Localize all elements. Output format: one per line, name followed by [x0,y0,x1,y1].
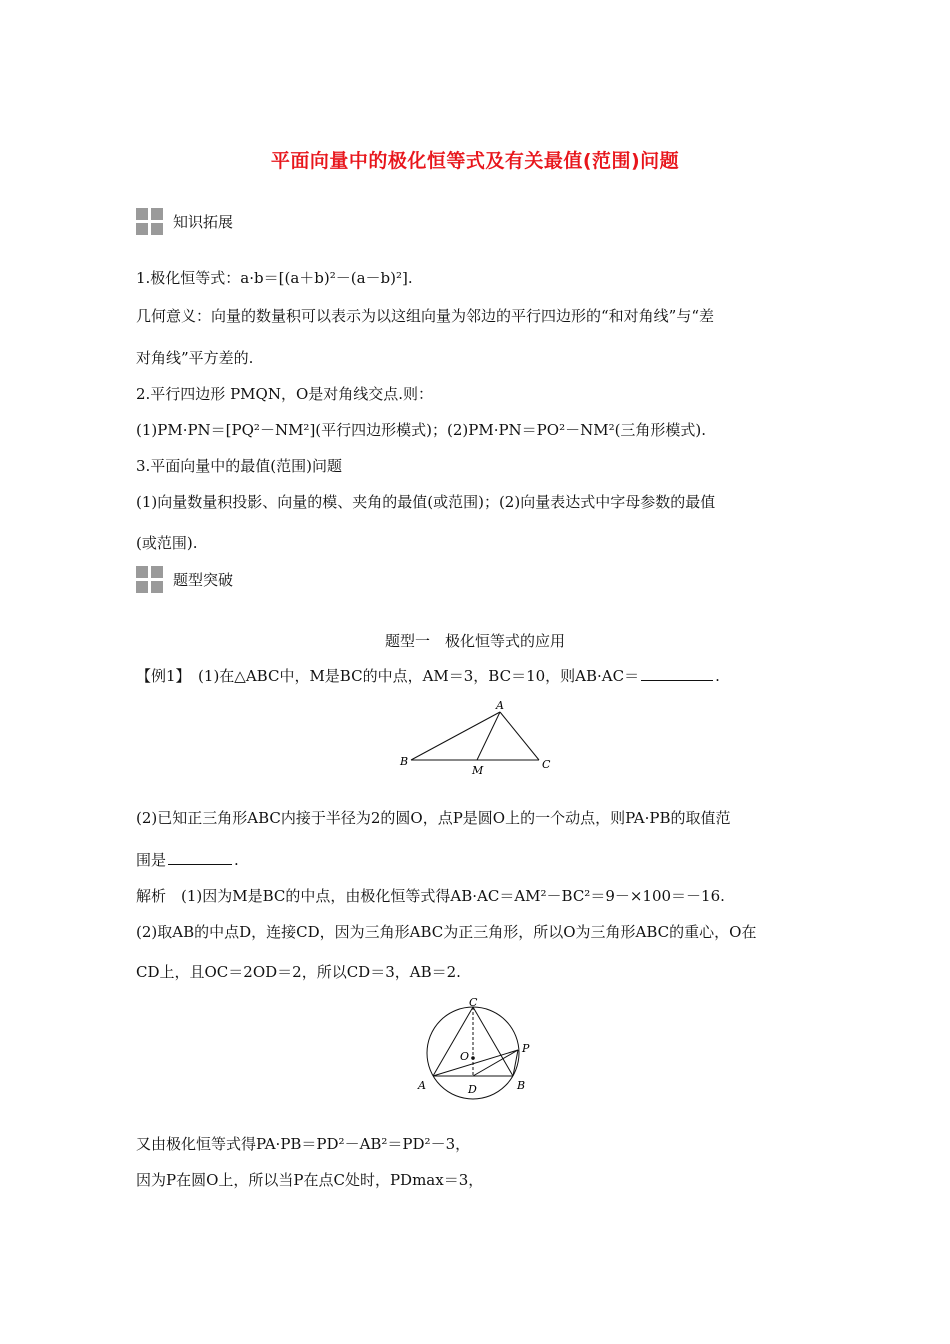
section-label: 知识拓展 [173,213,234,231]
label-B: B [400,755,409,768]
text-line: 1.极化恒等式：a·b＝[(a＋b)²－(a－b)²]. [136,269,413,287]
label-C: C [542,758,551,771]
subheading-type1: 题型一 极化恒等式的应用 [384,632,565,650]
label-B: B [517,1079,526,1092]
text-line: 又由极化恒等式得PA·PB＝PD²－AB²＝PD²－3， [136,1135,471,1153]
text-line: 3.平面向量中的最值(范围)问题 [136,457,343,475]
label-A: A [418,1079,426,1092]
text-line: 对角线”平方差的. [136,349,254,367]
example-1-end: . [715,667,720,685]
label-M: M [472,764,484,777]
example-2-line [136,850,826,870]
text-line: (1)PM·PN＝[PQ²－NM²](平行四边形模式)；(2)PM·PN＝PO²－NM²(三角形模式). [136,421,707,439]
label-D: D [468,1083,477,1096]
text-line: CD上，且OC＝2OD＝2，所以CD＝3，AB＝2. [136,963,461,981]
example-1-line [136,666,826,686]
text-line: (2)取AB的中点D，连接CD，因为三角形ABC为正三角形，所以O为三角形ABC的重心，O在 [136,923,757,941]
example-2-text: 围是 [136,851,167,869]
answer-blank [168,850,232,865]
text-line: 几何意义：向量的数量积可以表示为以这组向量为邻边的平行四边形的“和对角线”与“差 [136,307,715,325]
text-line: 2.平行四边形 PMQN，O是对角线交点.则： [136,385,434,403]
example-2-end: . [234,851,239,869]
label-A: A [496,699,504,712]
text-line: 因为P在圆O上，所以当P在点C处时，PDmax＝3， [136,1171,484,1189]
text-line: (2)已知正三角形ABC内接于半径为2的圆O，点P是圆O上的一个动点，则PA·PB的取值范 [136,809,731,827]
text-line: 解析 (1)因为M是BC的中点，由极化恒等式得AB·AC＝AM²－BC²＝9－×100＝－16. [136,887,725,905]
grid-icon [136,566,163,593]
answer-blank [641,666,713,681]
section-label: 题型突破 [173,571,234,589]
grid-icon [136,208,163,235]
triangle-figure [395,698,555,778]
page-title: 平面向量中的极化恒等式及有关最值(范围)问题 [270,150,680,172]
circle-triangle-figure [410,996,540,1102]
label-C: C [469,996,478,1009]
text-line: (或范围). [136,534,198,552]
label-P: P [522,1042,530,1055]
example-1-text: 【例1】 (1)在△ABC中，M是BC的中点，AM＝3，BC＝10，则AB·AC＝ [136,667,640,685]
label-O: O [460,1050,470,1063]
text-line: (1)向量数量积投影、向量的模、夹角的最值(或范围)；(2)向量表达式中字母参数的最值 [136,493,716,511]
